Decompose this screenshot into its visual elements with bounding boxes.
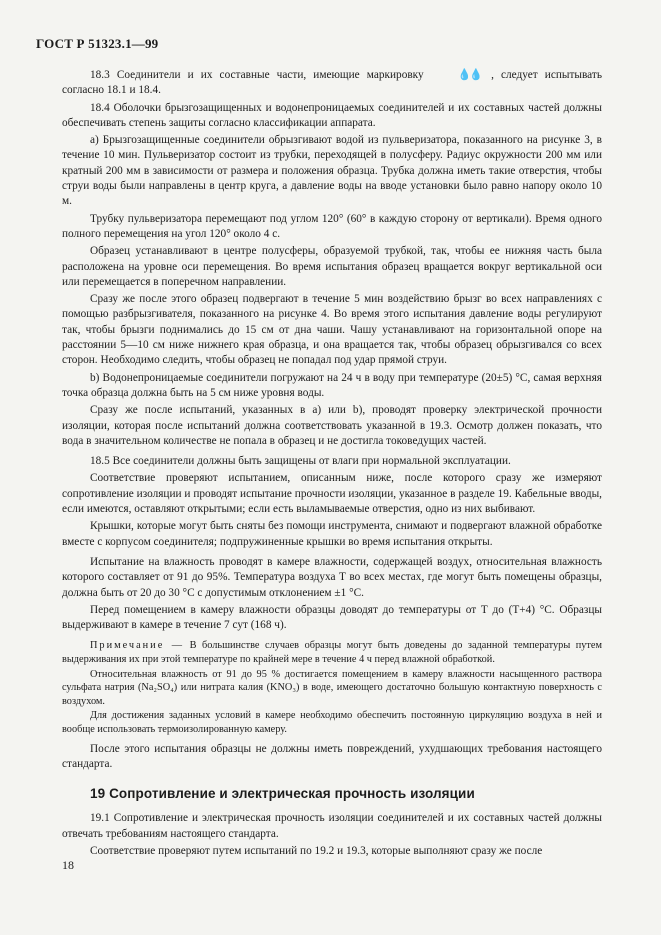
document-body (62, 68, 602, 861)
paragraph-humidity: Испытание на влажность проводят в камере влажности, содержащей воздух, относительная влажность которого составляет от 91 до 95%. Температура воздуха Т во всех местах, где могут быть помещены образцы, должна быть от 20 до 30 °С с допустимым отклонением ±1 °С. (62, 555, 602, 599)
water-drops-icon: 💧💧 (457, 69, 482, 81)
paragraph-compliance: Соответствие проверяют испытанием, описанным ниже, после которого сразу же измеряют сопротивление изоляции и проводят испытание прочности изоляции, указанное в разделе 19. Кабельные вводы, если имеются, оставляют открытыми; если есть выламываемые отверстия, одно из них выбивают. (62, 472, 602, 516)
paragraph-sample-placement: Образец устанавливают в центре полусферы, образуемой трубкой, так, чтобы ее нижняя часть была расположена на уровне оси перемещения. Во время испытания образец вращается вокруг вертикальной оси или перемещается в поперечном направлении. (62, 245, 602, 288)
section-title: 19 Сопротивление и электрическая прочность изоляции (90, 786, 475, 802)
paragraph-18-4: 18.4 Оболочки брызгозащищенных и водонепроницаемых соединителей и их составных частей должны обеспечивать степень защиты согласно классификации аппарата. (62, 101, 602, 129)
note-3: Для достижения заданных условий в камере необходимо обеспечить постоянную циркуляцию воздуха в ней и вообще использовать термоизолированную камеру. (62, 710, 602, 735)
paragraph-a: а) Брызгозащищенные соединители обрызгивают водой из пульверизатора, показанного на рисунке 3, в течение 10 мин. Пульверизатор состоит из трубки, переходящей в полусферу. Радиус окружности 200 мм или кратный 200 мм в зависимости от размера и положения образца. Трубка должна иметь такие отверстия, чтобы струи воды были направлены в центр круга, а давление воды на вводе установки было равно напору около 10 м. (62, 134, 602, 208)
paragraph-b: b) Водонепроницаемые соединители погружают на 24 ч в воду при температуре (20±5) °С, самая верхняя точка образца должна быть на 5 см ниже уровня воды. (62, 371, 602, 399)
page-number: 18 (62, 858, 74, 872)
paragraph-sprayer-tube: Трубку пульверизатора перемещают под углом 120° (60° в каждую сторону от вертикали). Время одного полного перемещения на угол 120° около 4 с. (62, 212, 602, 240)
note-text: В большинстве случаев образцы могут быть доведены до заданной температуры путем выдерживания их при этой температуре по крайней мере в течение 4 ч перед влажной обработкой. (62, 640, 603, 665)
paragraph-19-compliance: Соответствие проверяют путем испытаний по 19.2 и 19.3, которые выполняют сразу же после (90, 845, 543, 858)
note-label: Примечание — (90, 640, 185, 652)
paragraph-after-test: После этого испытания образцы не должны иметь повреждений, ухудшающих требования настоящего стандарта. (62, 742, 602, 770)
paragraph-splash-test: Сразу же после этого образец подвергают в течение 5 мин воздействию брызг во всех направлениях с помощью разбрызгивателя, показанного на рисунке 4. Во время этого испытания давление воды регулируют так, чтобы брызги поднимались до 15 см от дна чаши. Чашу устанавливают на горизонтальной опоре на расстоянии 5—10 см ниже нижнего края образца, и она вращается так, чтобы образец обрызгивался со всех сторон. Необходимо следить, чтобы образец не попадал под удар прямой струи. (62, 293, 602, 367)
paragraph-covers: Крышки, которые могут быть сняты без помощи инструмента, снимают и подвергают влажной обработке вместе с корпусом соединителя; подпружиненные крышки во время испытания открыты. (62, 520, 602, 548)
paragraph-text: , следует испытывать согласно 18.1 и 18.4. (62, 69, 602, 97)
note-block (62, 639, 602, 736)
paragraph-text: 18.3 Соединители и их составные части, имеющие маркировку (90, 69, 424, 81)
paragraph-19-1: 19.1 Сопротивление и электрическая прочность изоляции соединителей и их составных частей должны отвечать требованиям настоящего стандарта. (62, 812, 602, 840)
note-2: Относительная влажность от 91 до 95 % достигается помещением в камеру влажности насыщенного раствора сульфата натрия (Na₂SO₄) или нитрата калия (KNO₃) в воде, имеющего достаточно большую контактную поверхность с воздухом. (62, 668, 602, 707)
paragraph-after-tests: Сразу же после испытаний, указанных в а) или b), проводят проверку электрической прочности изоляции, которая после испытаний должна соответствовать указанной в 19.3. Осмотр должен показать, что вода в значительном количестве не попала в образец и не достигла токоведущих частей. (62, 404, 602, 447)
note-1 (62, 639, 602, 666)
standard-header: ГОСТ Р 51323.1—99 (36, 36, 159, 51)
paragraph-18-5: 18.5 Все соединители должны быть защищены от влаги при нормальной эксплуатации. (90, 455, 511, 468)
paragraph-18-3 (62, 68, 602, 99)
paragraph-preconditioning: Перед помещением в камеру влажности образцы доводят до температуры от Т до (Т+4) °С. Образцы выдерживают в камере в течение 7 сут (168 ч). (62, 603, 602, 632)
